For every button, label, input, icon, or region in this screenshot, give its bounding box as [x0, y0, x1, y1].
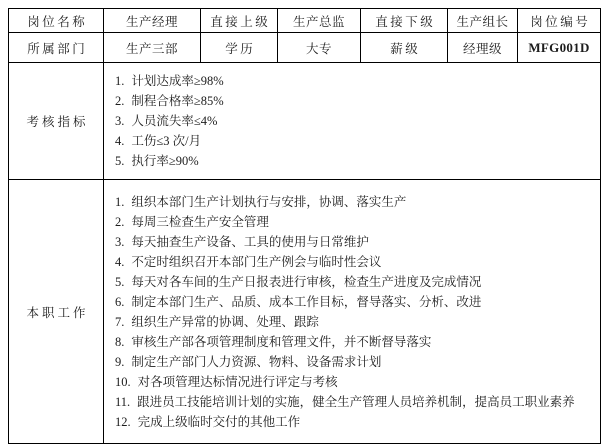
- direct-subordinate-label: 直接下级: [361, 9, 448, 33]
- item-text: 组织生产异常的协调、处理、跟踪: [131, 314, 319, 329]
- item-text: 每天对各车间的生产日报表进行审核，检查生产进度及完成情况: [131, 274, 482, 289]
- item-number: 2.: [115, 94, 125, 108]
- item-number: 12.: [115, 414, 131, 429]
- job-description-table: [8, 8, 601, 444]
- item-number: 1.: [115, 74, 125, 88]
- duty-item: [115, 392, 596, 412]
- item-number: 1.: [115, 194, 125, 209]
- kpi-item: [115, 111, 596, 131]
- item-number: 5.: [115, 154, 125, 168]
- item-number: 11.: [115, 394, 131, 409]
- item-text: 工伤≤3 次/月: [131, 134, 202, 148]
- duty-list: [115, 192, 596, 432]
- duty-item: [115, 252, 596, 272]
- job-title-value: 生产经理: [104, 9, 201, 33]
- item-number: 3.: [115, 114, 125, 128]
- duty-item: [115, 332, 596, 352]
- kpi-item: [115, 71, 596, 91]
- item-text: 计划达成率≥98%: [131, 74, 224, 88]
- item-text: 制定本部门生产、品质、成本工作目标，督导落实、分析、改进: [131, 294, 482, 309]
- job-title-label: 岗位名称: [9, 9, 104, 33]
- info-row-1: [9, 9, 601, 33]
- job-code-label: 岗位编号: [518, 9, 601, 33]
- item-text: 组织本部门生产计划执行与安排，协调、落实生产: [131, 194, 407, 209]
- item-number: 5.: [115, 274, 125, 289]
- duty-item: [115, 372, 596, 392]
- item-text: 制定生产部门人力资源、物料、设备需求计划: [131, 354, 382, 369]
- kpi-section-label: 考核指标: [9, 63, 104, 180]
- item-text: 完成上级临时交付的其他工作: [137, 414, 301, 429]
- salary-grade-value: 经理级: [448, 33, 518, 63]
- item-number: 4.: [115, 134, 125, 148]
- kpi-list: [115, 71, 596, 171]
- item-text: 审核生产部各项管理制度和管理文件，并不断督导落实: [131, 334, 432, 349]
- item-number: 9.: [115, 354, 125, 369]
- info-row-2: [9, 33, 601, 63]
- department-label: 所属部门: [9, 33, 104, 63]
- item-number: 8.: [115, 334, 125, 349]
- duty-item: [115, 292, 596, 312]
- kpi-section-content: [104, 63, 601, 180]
- item-text: 每周三检查生产安全管理: [131, 214, 269, 229]
- duty-item: [115, 192, 596, 212]
- item-number: 3.: [115, 234, 125, 249]
- item-number: 6.: [115, 294, 125, 309]
- item-number: 2.: [115, 214, 125, 229]
- duty-section-row: [9, 180, 601, 444]
- kpi-item: [115, 91, 596, 111]
- duty-item: [115, 312, 596, 332]
- item-text: 跟进员工技能培训计划的实施，健全生产管理人员培养机制，提高员工职业素养: [137, 394, 575, 409]
- direct-superior-label: 直接上级: [201, 9, 278, 33]
- direct-subordinate-value: 生产组长: [448, 9, 518, 33]
- item-text: 每天抽查生产设备、工具的使用与日常维护: [131, 234, 369, 249]
- duty-section-label: 本职工作: [9, 180, 104, 444]
- kpi-item: [115, 151, 596, 171]
- item-number: 7.: [115, 314, 125, 329]
- department-value: 生产三部: [104, 33, 201, 63]
- education-label: 学历: [201, 33, 278, 63]
- item-text: 对各项管理达标情况进行评定与考核: [137, 374, 338, 389]
- duty-section-content: [104, 180, 601, 444]
- job-code-value: MFG001D: [518, 33, 601, 63]
- duty-item: [115, 232, 596, 252]
- education-value: 大专: [278, 33, 361, 63]
- item-text: 人员流失率≤4%: [131, 114, 218, 128]
- item-text: 不定时组织召开本部门生产例会与临时性会议: [131, 254, 382, 269]
- item-text: 执行率≥90%: [131, 154, 199, 168]
- duty-item: [115, 412, 596, 432]
- item-number: 10.: [115, 374, 131, 389]
- duty-item: [115, 272, 596, 292]
- kpi-section-row: [9, 63, 601, 180]
- duty-item: [115, 352, 596, 372]
- item-number: 4.: [115, 254, 125, 269]
- salary-grade-label: 薪级: [361, 33, 448, 63]
- kpi-item: [115, 131, 596, 151]
- item-text: 制程合格率≥85%: [131, 94, 224, 108]
- duty-item: [115, 212, 596, 232]
- direct-superior-value: 生产总监: [278, 9, 361, 33]
